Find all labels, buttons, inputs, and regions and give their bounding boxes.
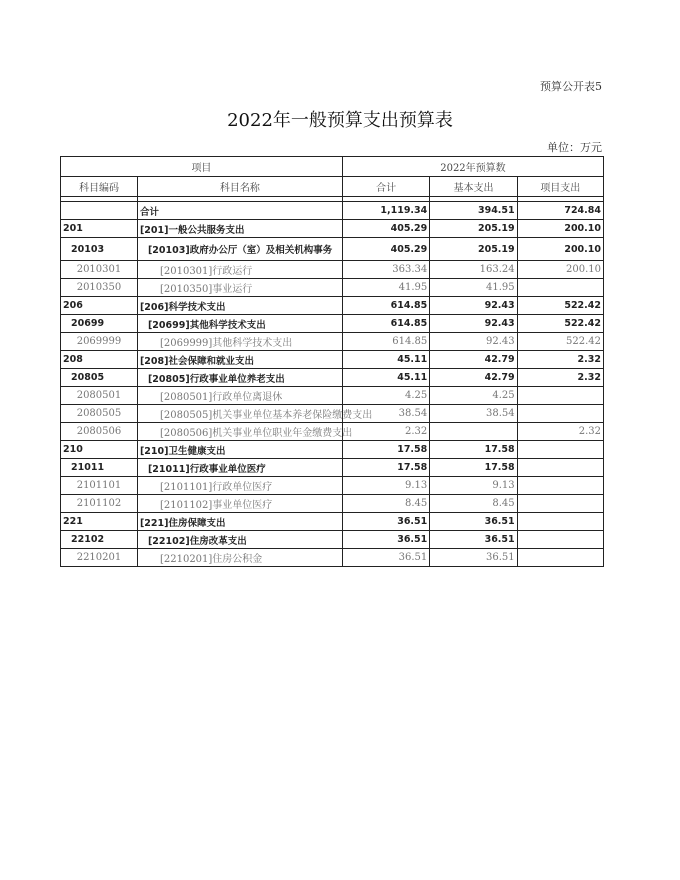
- row-code-cell: 2010301: [61, 261, 138, 279]
- row-basic-cell: 205.19: [430, 238, 517, 261]
- row-basic-cell: 92.43: [430, 297, 517, 315]
- row-basic-cell: 163.24: [430, 261, 517, 279]
- row-name-cell: [2080505]机关事业单位基本养老保险缴费支出: [137, 405, 342, 423]
- row-basic-cell: 92.43: [430, 333, 517, 351]
- row-total-cell: 614.85: [342, 297, 429, 315]
- row-basic-cell: 8.45: [430, 495, 517, 513]
- row-project-cell: [517, 459, 603, 477]
- row-project-cell: [517, 495, 603, 513]
- row-project-cell: 522.42: [517, 333, 603, 351]
- table-row: [61, 387, 604, 405]
- row-total-cell: 2.32: [342, 423, 429, 441]
- row-code-cell: 20699: [61, 315, 138, 333]
- row-total-cell: 405.29: [342, 220, 429, 238]
- row-basic-cell: 42.79: [430, 351, 517, 369]
- row-total-cell: 614.85: [342, 315, 429, 333]
- row-name-cell: [20699]其他科学技术支出: [137, 315, 342, 333]
- row-total-cell: 45.11: [342, 369, 429, 387]
- row-project-cell: 200.10: [517, 238, 603, 261]
- row-basic-cell: 41.95: [430, 279, 517, 297]
- row-basic-cell: 38.54: [430, 405, 517, 423]
- row-name-cell: [20103]政府办公厅（室）及相关机构事务: [137, 238, 342, 261]
- table-row: [61, 351, 604, 369]
- unit-label: 单位：万元: [547, 141, 602, 154]
- row-name-cell: [21011]行政事业单位医疗: [137, 459, 342, 477]
- budget-table: [60, 156, 604, 567]
- row-project-cell: [517, 387, 603, 405]
- table-row: [61, 405, 604, 423]
- table-row: [61, 459, 604, 477]
- row-total-cell: 36.51: [342, 549, 429, 567]
- header-budget-year: 2022年预算数: [342, 157, 603, 177]
- table-row: [61, 369, 604, 387]
- table-row: [61, 333, 604, 351]
- row-code-cell: 2080501: [61, 387, 138, 405]
- table-row: [61, 549, 604, 567]
- row-project-cell: [517, 441, 603, 459]
- row-basic-cell: 36.51: [430, 549, 517, 567]
- row-basic-cell: 17.58: [430, 441, 517, 459]
- table-row: [61, 495, 604, 513]
- row-name-cell: [2010301]行政运行: [137, 261, 342, 279]
- row-project-cell: 522.42: [517, 297, 603, 315]
- row-code-cell: 2101102: [61, 495, 138, 513]
- row-name-cell: [20805]行政事业单位养老支出: [137, 369, 342, 387]
- row-code-cell: 20805: [61, 369, 138, 387]
- row-total-cell: 36.51: [342, 513, 429, 531]
- row-name-cell: [221]住房保障支出: [137, 513, 342, 531]
- row-project-cell: 724.84: [517, 202, 603, 220]
- row-project-cell: [517, 549, 603, 567]
- row-project-cell: 522.42: [517, 315, 603, 333]
- row-name-cell: [210]卫生健康支出: [137, 441, 342, 459]
- row-project-cell: 200.10: [517, 261, 603, 279]
- row-name-cell: [201]一般公共服务支出: [137, 220, 342, 238]
- row-code-cell: 2010350: [61, 279, 138, 297]
- row-basic-cell: 36.51: [430, 531, 517, 549]
- row-name-cell: 合计: [137, 202, 342, 220]
- row-code-cell: 2210201: [61, 549, 138, 567]
- row-code-cell: 21011: [61, 459, 138, 477]
- row-project-cell: [517, 405, 603, 423]
- row-project-cell: 2.32: [517, 369, 603, 387]
- row-total-cell: 17.58: [342, 441, 429, 459]
- row-code-cell: 2080505: [61, 405, 138, 423]
- row-basic-cell: 42.79: [430, 369, 517, 387]
- row-project-cell: [517, 279, 603, 297]
- column-header-basic: 基本支出: [430, 177, 517, 197]
- row-project-cell: [517, 531, 603, 549]
- row-code-cell: [61, 202, 138, 220]
- row-basic-cell: [430, 423, 517, 441]
- row-code-cell: 206: [61, 297, 138, 315]
- form-number-label: 预算公开表5: [540, 80, 602, 93]
- row-total-cell: 45.11: [342, 351, 429, 369]
- row-total-cell: 8.45: [342, 495, 429, 513]
- column-header-code: 科目编码: [61, 177, 138, 197]
- row-basic-cell: 17.58: [430, 459, 517, 477]
- header-item: 项目: [61, 157, 343, 177]
- row-basic-cell: 205.19: [430, 220, 517, 238]
- row-total-cell: 9.13: [342, 477, 429, 495]
- column-header-project: 项目支出: [517, 177, 603, 197]
- row-code-cell: 210: [61, 441, 138, 459]
- row-name-cell: [22102]住房改革支出: [137, 531, 342, 549]
- row-code-cell: 2101101: [61, 477, 138, 495]
- row-project-cell: 2.32: [517, 423, 603, 441]
- row-basic-cell: 9.13: [430, 477, 517, 495]
- row-total-cell: 405.29: [342, 238, 429, 261]
- table-row: [61, 220, 604, 238]
- table-row: [61, 238, 604, 261]
- row-code-cell: 2069999: [61, 333, 138, 351]
- row-name-cell: [2069999]其他科学技术支出: [137, 333, 342, 351]
- table-row: [61, 513, 604, 531]
- page-title: 2022年一般预算支出预算表: [227, 110, 453, 131]
- table-row: [61, 202, 604, 220]
- row-total-cell: 4.25: [342, 387, 429, 405]
- row-name-cell: [2101101]行政单位医疗: [137, 477, 342, 495]
- column-header-name: 科目名称: [137, 177, 342, 197]
- row-total-cell: 38.54: [342, 405, 429, 423]
- table-row: [61, 423, 604, 441]
- row-total-cell: 41.95: [342, 279, 429, 297]
- row-project-cell: 200.10: [517, 220, 603, 238]
- row-project-cell: [517, 477, 603, 495]
- row-code-cell: 221: [61, 513, 138, 531]
- row-name-cell: [2080506]机关事业单位职业年金缴费支出: [137, 423, 342, 441]
- table-row: [61, 279, 604, 297]
- table-row: [61, 261, 604, 279]
- row-total-cell: 614.85: [342, 333, 429, 351]
- row-name-cell: [2080501]行政单位离退休: [137, 387, 342, 405]
- row-name-cell: [208]社会保障和就业支出: [137, 351, 342, 369]
- row-basic-cell: 4.25: [430, 387, 517, 405]
- row-basic-cell: 36.51: [430, 513, 517, 531]
- row-project-cell: [517, 513, 603, 531]
- row-code-cell: 208: [61, 351, 138, 369]
- row-name-cell: [2010350]事业运行: [137, 279, 342, 297]
- table-body: [61, 202, 604, 567]
- row-code-cell: 201: [61, 220, 138, 238]
- column-header-total: 合计: [342, 177, 429, 197]
- row-code-cell: 2080506: [61, 423, 138, 441]
- row-basic-cell: 394.51: [430, 202, 517, 220]
- row-name-cell: [206]科学技术支出: [137, 297, 342, 315]
- table-row: [61, 477, 604, 495]
- row-name-cell: [2101102]事业单位医疗: [137, 495, 342, 513]
- row-project-cell: 2.32: [517, 351, 603, 369]
- row-code-cell: 20103: [61, 238, 138, 261]
- row-basic-cell: 92.43: [430, 315, 517, 333]
- row-total-cell: 363.34: [342, 261, 429, 279]
- table-row: [61, 441, 604, 459]
- table-row: [61, 315, 604, 333]
- row-total-cell: 17.58: [342, 459, 429, 477]
- row-total-cell: 1,119.34: [342, 202, 429, 220]
- table-row: [61, 531, 604, 549]
- row-code-cell: 22102: [61, 531, 138, 549]
- row-total-cell: 36.51: [342, 531, 429, 549]
- table-row: [61, 297, 604, 315]
- row-name-cell: [2210201]住房公积金: [137, 549, 342, 567]
